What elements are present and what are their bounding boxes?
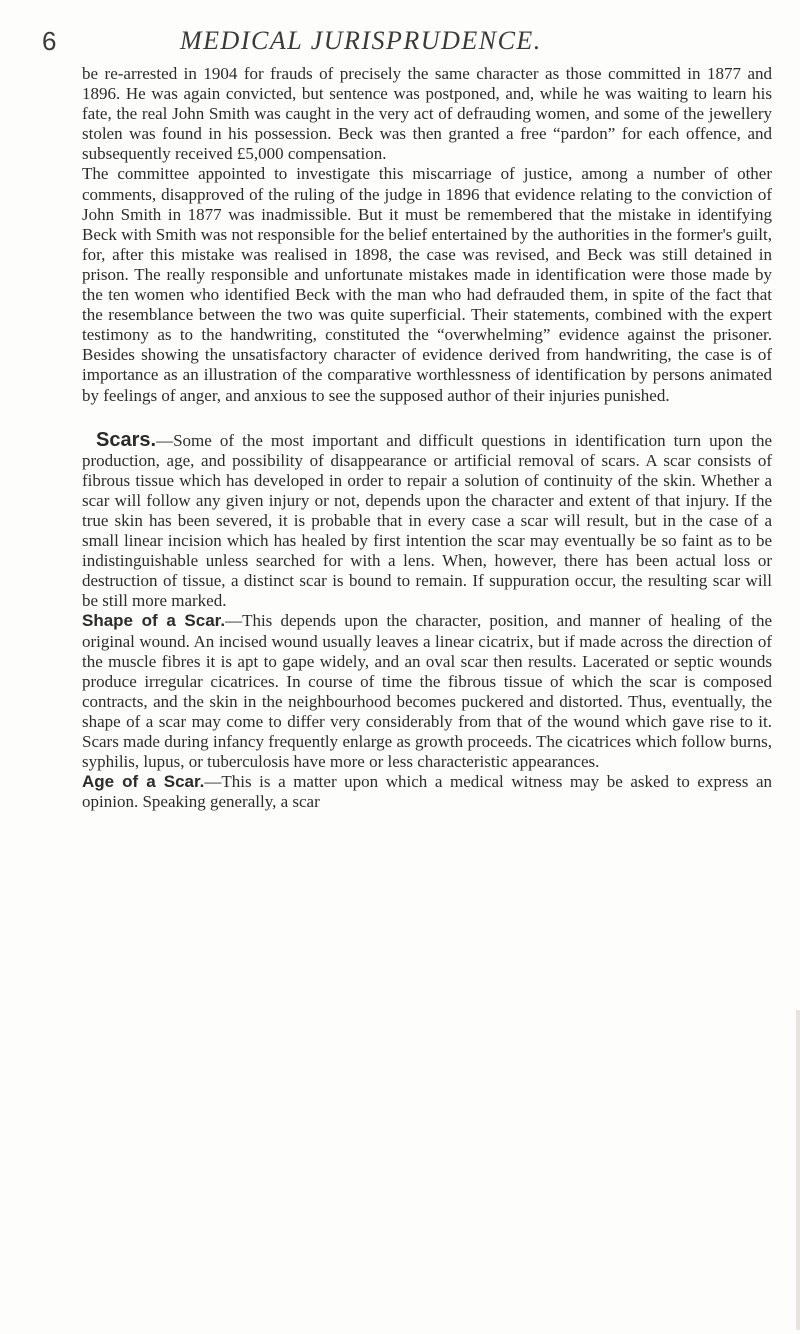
paragraph-scars (82, 430, 772, 612)
paragraph-beck-pardon: be re-arrested in 1904 for frauds of precisely the same character as those committed in 1877 and 1896. He was again convicted, but sentence was postponed, and, while he was waiting to learn his fate, the real John Smith was caught in the very act of defrauding women, and some of the jewellery stolen was found in his possession. Beck was then granted a free “pardon” for each offence, and subsequently received £5,000 compensation. (82, 64, 772, 164)
running-head (40, 20, 770, 60)
page-edge-shadow (796, 1010, 800, 1330)
body-text (82, 64, 772, 812)
section-heading-scars: Scars. (96, 428, 157, 451)
shape-text: —This depends upon the character, position, and manner of healing of the original wound. An incised wound usually leaves a linear cicatrix, but if made across the direction of the muscle fibres it is apt to gape widely, and an oval scar then results. Lacerated or septic wounds produce irregular cicatrices. In course of time the fibrous tissue of which the scar is composed contracts, and the skin in the neighbourhood becomes puckered and distorted. Thus, eventually, the shape of a scar may come to differ very considerably from that of the wound which gave rise to it. Scars made during infancy frequently enlarge as growth proceeds. The cicatrices which follow burns, syphilis, lupus, or tuberculosis have more or less characteristic appearances. (82, 611, 772, 772)
running-title: MEDICAL JURISPRUDENCE. (180, 26, 542, 55)
page-number: 6 (42, 26, 57, 56)
subheading-shape-of-scar: Shape of a Scar. (82, 611, 226, 631)
paragraph-committee: The committee appointed to investigate this miscarriage of justice, among a number of other comments, disapproved of the ruling of the judge in 1896 that evidence relating to the conviction of John Smith in 1877 was inadmissible. But it must be remembered that the mistake in identifying Beck with Smith was not responsible for the belief entertained by the authorities in the former's guilt, for, after this mistake was realised in 1898, the case was revised, and Beck was still detained in prison. The really responsible and unfortunate mistakes made in identification were those made by the ten women who identified Beck with the man who had defrauded them, in spite of the fact that the resemblance between the two was quite superficial. Their statements, combined with the expert testimony as to the handwriting, constituted the “overwhelming” evidence against the prisoner. Besides showing the unsatisfactory character of evidence derived from handwriting, the case is of importance as an illustration of the comparative worthlessness of identification by persons animated by feelings of anger, and anxious to see the supposed author of their injuries punished. (82, 164, 772, 405)
age-text: —This is a matter upon which a medical witness may be asked to express an opinion. Speaking generally, a scar (82, 772, 773, 812)
paragraph-shape-of-scar (82, 611, 772, 772)
section-gap (82, 406, 772, 430)
paragraph-age-of-scar (82, 772, 772, 812)
scars-text: —Some of the most important and difficult questions in identification turn upon the production, age, and possibility of disappearance or artificial removal of scars. A scar consists of fibrous tissue which has developed in order to repair a solution of continuity of the skin. Whether a scar will follow any given injury or not, depends upon the character and extent of that injury. If the true skin has been severed, it is probable that in every case a scar will result, but in the case of a small linear incision which has healed by first intention the scar may eventually be so faint as to be indistinguishable unless searched for with a lens. When, however, there has been actual loss or destruction of tissue, a distinct scar is bound to remain. If suppuration occur, the resulting scar will be still more marked. (82, 430, 772, 611)
subheading-age-of-scar: Age of a Scar. (82, 772, 205, 792)
